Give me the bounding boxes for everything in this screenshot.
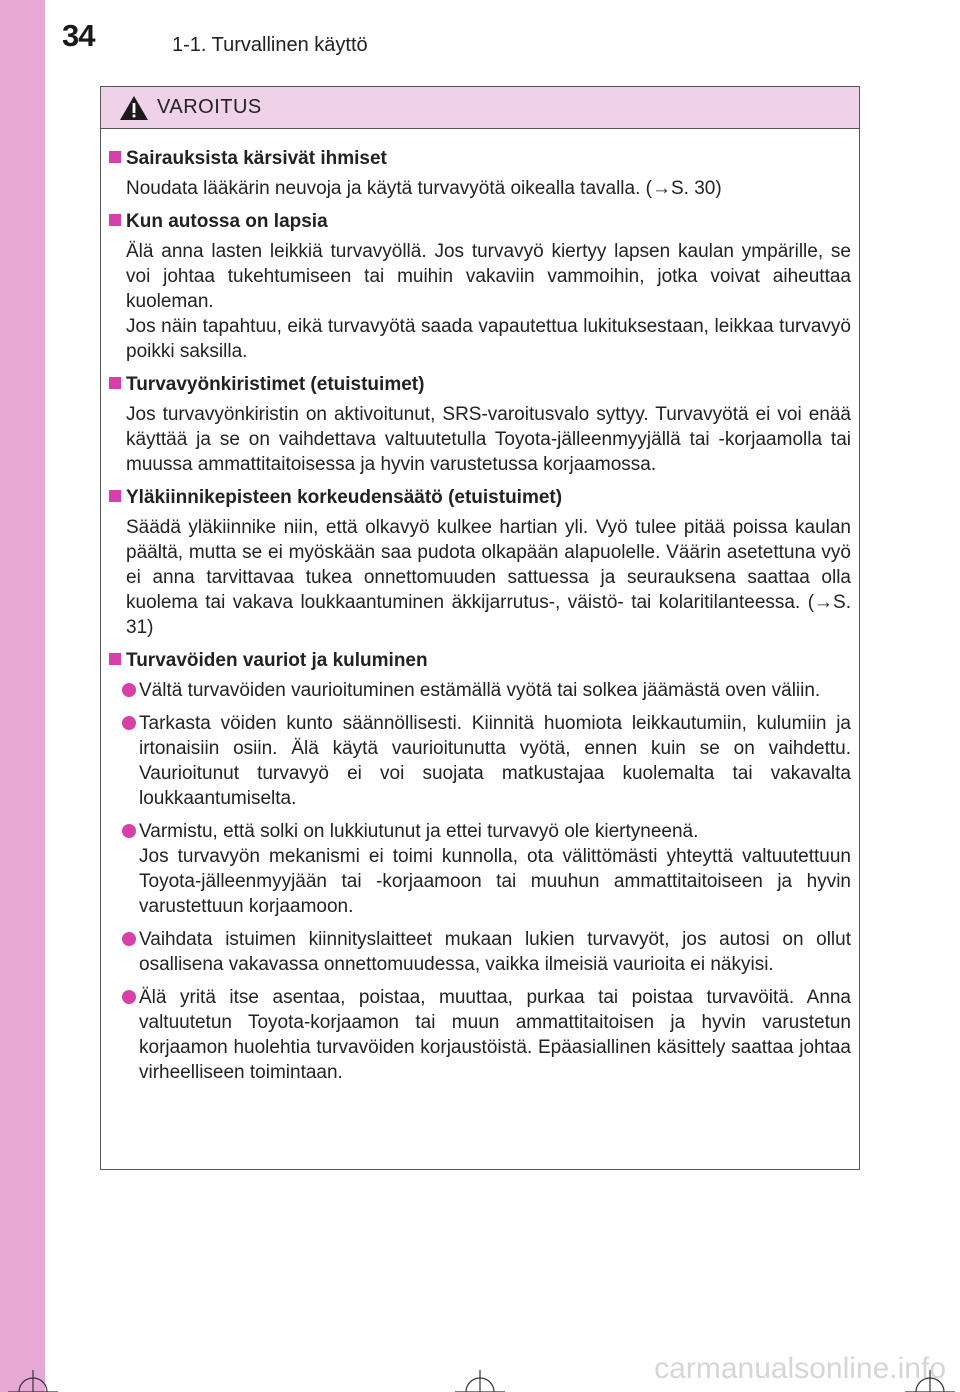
bullet-item: Älä yritä itse asentaa, poistaa, muuttaa, purkaa tai poistaa turvavöitä. Anna valtuutetun Toyota-korjaamon tai muun ammattitaitoisen ja hyvin varustetun korjaamon huolehtia turvavöiden korjaustöistä. Epäasiallinen käsittely saattaa johtaa virheelliseen toimintaan. (109, 985, 851, 1085)
round-bullet-icon (122, 683, 136, 697)
square-bullet-icon (109, 653, 121, 665)
watermark: carmanualsonline.info (654, 1352, 946, 1385)
section-text: Säädä yläkiinnike niin, että olkavyö kulkee hartian yli. Vyö tulee pitää poissa kaulan päältä, mutta se ei myöskään saa pudota olkapään alapuolelle. Väärin asetettuna vyö ei anna tarvittavaa tukea onnettomuuden sattuessa ja seurauksena saattaa olla kuolema tai vakava loukkaantuminen äkkijarrutus-, väistö- tai kolaritilanteessa. (→S. 31) (126, 517, 851, 638)
section-text: Älä anna lasten leikkiä turvavyöllä. Jos turvavyö kiertyy lapsen kaulan ympärille, se voi johtaa tukehtumiseen tai muihin vakaviin vammoihin, jotka voivat aiheuttaa kuoleman. (126, 241, 851, 312)
square-bullet-icon (109, 214, 121, 226)
section-header: 1-1. Turvallinen käyttö (172, 34, 368, 56)
section-kiristimet (109, 372, 851, 477)
section-sairauksista (109, 146, 851, 201)
section-title: Turvavöiden vauriot ja kuluminen (109, 648, 851, 674)
round-bullet-icon (122, 824, 136, 838)
section-ylakiinnike (109, 485, 851, 640)
bullet-item: Vaihdata istuimen kiinnityslaitteet mukaan lukien turvavyöt, jos autosi on ollut osallisena vakavassa onnettomuudessa, vaikka ilmeisiä vaurioita ei näkyisi. (109, 927, 851, 977)
bullet-item: Tarkasta vöiden kunto säännöllisesti. Kiinnitä huomiota leikkautumiin, kulumiin ja irtonaisiin osiin. Älä käytä vaurioitunutta vyötä, ennen kuin se on vaihdettu. Vaurioitunut turvavyö ei voi suojata matkustajaa kuolemalta tai vakavalta loukkaantumiselta. (109, 711, 851, 811)
warning-header (101, 87, 859, 129)
section-text: Jos turvavyönkiristin on aktivoitunut, SRS-varoitusvalo syttyy. Turvavyötä ei voi enää käyttää ja se on vaihdettava valtuutetulla Toyota-jälleenmyyjällä tai -korjaamolla tai muussa ammattitaitoisessa ja hyvin varustetussa korjaamossa. (126, 404, 851, 475)
warning-body (101, 129, 859, 1085)
crop-mark-icon (455, 1362, 505, 1392)
warning-triangle-icon (119, 95, 149, 121)
section-title: Sairauksista kärsivät ihmiset (109, 146, 851, 172)
bullet-item: Vältä turvavöiden vaurioituminen estämällä vyötä tai solkea jäämästä oven väliin. (109, 678, 851, 703)
bullet-item: Varmistu, että solki on lukkiutunut ja ettei turvavyö ole kiertyneenä. Jos turvavyön mekanismi ei toimi kunnolla, ota välittömästi yhteyttä valtuutettuun Toyota-jälleenmyyjään tai -korjaamoon tai muuhun ammattitaitoiseen ja hyvin varustettuun korjaamoon. (109, 819, 851, 919)
round-bullet-icon (122, 716, 136, 730)
round-bullet-icon (122, 990, 136, 1004)
section-title: Kun autossa on lapsia (109, 209, 851, 235)
crop-mark-icon (8, 1362, 58, 1392)
warning-title: VAROITUS (157, 96, 262, 118)
section-text: Noudata lääkärin neuvoja ja käytä turvavyötä oikealla tavalla. (→S. 30) (126, 178, 722, 199)
chapter-side-tab (0, 0, 45, 1392)
section-title: Yläkiinnikepisteen korkeudensäätö (etuistuimet) (109, 485, 851, 511)
warning-box (100, 86, 860, 1170)
section-text: Jos näin tapahtuu, eikä turvavyötä saada vapautettua lukituksestaan, leikkaa turvavyö poikki saksilla. (126, 316, 851, 362)
page-number: 34 (62, 18, 95, 53)
section-lapsia (109, 209, 851, 364)
square-bullet-icon (109, 490, 121, 502)
section-vauriot (109, 648, 851, 1085)
square-bullet-icon (109, 377, 121, 389)
round-bullet-icon (122, 932, 136, 946)
section-title: Turvavyönkiristimet (etuistuimet) (109, 372, 851, 398)
square-bullet-icon (109, 151, 121, 163)
